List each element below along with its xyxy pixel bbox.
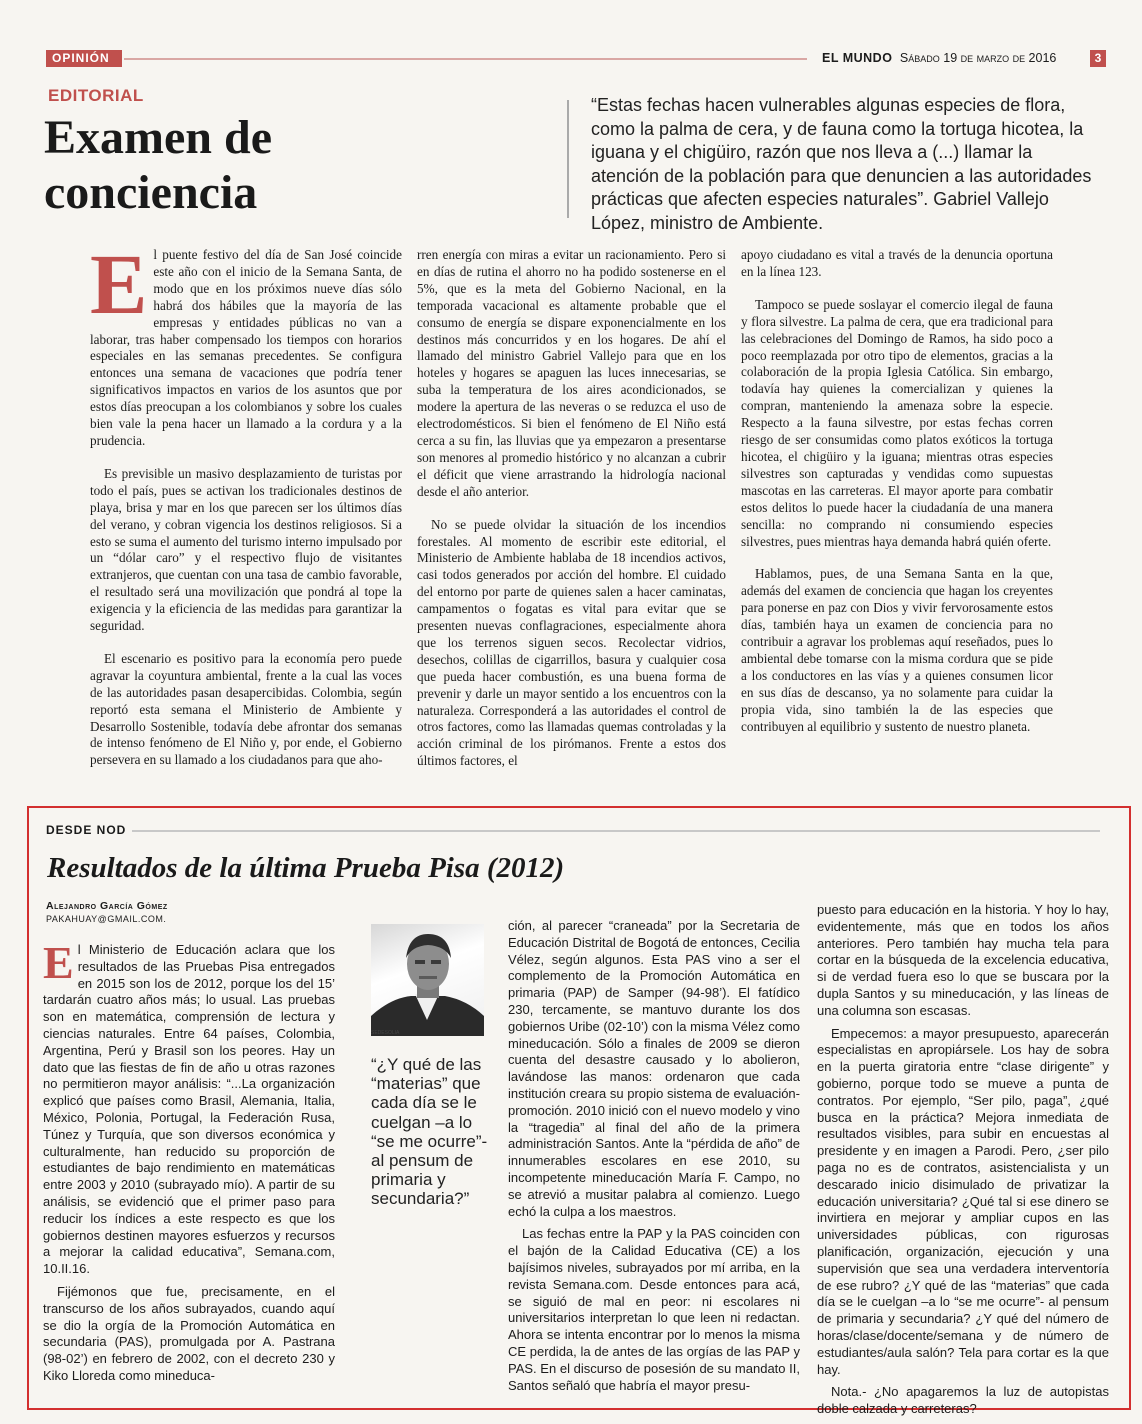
column-body-1 [43, 937, 335, 1391]
editorial-paragraph: El puente festivo del día de San José coincide este año con el inicio de la Semana Santa, de modo que en los próximos nueve días sólo habrá dos hábiles que la mayoría de las empresas y entidades públicas no van a laborar, tras haber compensado los tiempos con horarios especiales en las semanas precedentes. Se configura entonces una semana de vacaciones que podría tener significativos impactos en varios de los asuntos que por estos días preocupan a los colombianos y sobre los cuales bien vale la pena hacer un llamado a la cordura y a la prudencia. [90, 236, 402, 448]
header-rule [124, 58, 807, 60]
editorial-paragraph: rren energía con miras a evitar un racionamiento. Pero si en días de rutina el ahorro no ha podido sostenerse en el 5%, que es la meta del Gobierno Nacional, en la temporada vacacional es altamente probable que el consumo de energía se dispare exponencialmente en los destinos más concurridos y en los hogares. De ahí el llamado del ministro Gabriel Vallejo para que en los hoteles y hogares se apaguen las luces innecesarias, se suba la temperatura de los aires acondicionados, se modere la apertura de las neveras o se reduzca el uso de electrodomésticos. Si bien el fenómeno de El Niño está cerca a su fin, las lluvias que ya empezaron a presentarse son menores al promedio histórico y no alcanzan a cubrir el déficit que viene arrastrando la hidrología nacional desde el año anterior. [417, 247, 726, 499]
page-number: 3 [1090, 50, 1106, 67]
editorial-paragraph: El escenario es positivo para la economía pero puede agravar la coyuntura ambiental, frente a la cual las voces de las autoridades pasan desapercibidas. Colombia, según reportó esta semana el Ministerio de Ambiente y Desarrollo Sostenible, todavía debe afrontar dos semanas de intenso fenómeno de El Niño y, por ende, el Gobierno persevera en su llamado a los ciudadanos para que aho- [90, 650, 402, 768]
column-author: Alejandro García Gómez [46, 900, 168, 912]
photo-credit: SEDESOLIA [371, 1030, 400, 1036]
column-paragraph: Nota.- ¿No apagaremos la luz de autopistas doble calzada y carreteras? [817, 1384, 1109, 1417]
paper-name: EL MUNDO [822, 51, 893, 65]
column-paragraph: Fijémonos que fue, precisamente, en el transcurso de los años subrayados, cuando aquí se dio la orgía de la Promoción Automática en secundaria (PAS), promulgada por A. Pastrana (98-02’) en febrero de 2002, con el decreto 230 y Kiko Lloreda como mineduca- [43, 1283, 335, 1383]
editorial-paragraph: Tampoco se puede soslayar el comercio ilegal de fauna y flora silvestre. La palma de cera, que era tradicional para las celebraciones del Domingo de Ramos, ha sido poco a poco reemplazada por otro tipo de elementos, gracias a la colaboración de la propia Iglesia Católica. Sin embargo, todavía hay quienes la comercializan y quienes la compran, manteniendo la amenaza sobre la especie. Respecto a la fauna silvestre, por estas fechas corren riesgo de ser consumidas como platos exóticos la tortuga hicotea, el chigüiro y la iguana; mientras otras especies silvestres son capturadas y vendidas como supuestas mascotas en las carreteras. El mayor aporte para combatir estos delitos lo puede hacer la ciudadanía de una manera sencilla: no comprando ni consumiendo especies silvestres, pues mientras haya demanda habrá quién oferte. [741, 296, 1053, 549]
editorial-paragraph: apoyo ciudadano es vital a través de la denuncia oportuna en la línea 123. [741, 247, 1053, 279]
column-rule [132, 830, 1100, 832]
author-email: PAKAHUAY@GMAIL.COM. [46, 914, 167, 924]
editorial-column-2 [417, 247, 726, 786]
quote-bar [567, 100, 569, 218]
column-pull-quote: “¿Y qué de las “materias” que cada día se le cuelgan –a lo “se me ocurre”- al pensum de primaria y secundaria?” [371, 1055, 488, 1209]
editorial-paragraph: Es previsible un masivo desplazamiento de turistas por todo el país, pues se activan los tradicionales destinos de playa, brisa y mar en los que parecen ser los últimos días del verano, y cobran vigencia los destinos religiosos. Si a esto se suma el aumento del turismo interno impulsado por un “dólar caro” y el respectivo flujo de visitantes extranjeros, que cuentan con una tasa de cambio favorable, el resultado será una movilización que pondrá al tope la exigencia y la eficiencia de las medidas para garantizar la seguridad. [90, 465, 402, 634]
column-paragraph: El Ministerio de Educación aclara que los resultados de las Pruebas Pisa entregados en 2015 son los de 2012, porque los del 15’ tardarán cuatro años más; lo usual. Las pruebas son en matemática, comprensión de lectura y ciencias naturales. Entre 64 países, Colombia, Argentina, Perú y Brasil son los peores. Hay un dato que las fiestas de fin de año u otras razones no permitieron mayor análisis: “...La organización explicó que países como Brasil, Alemania, Italia, México, Polonia, Portugal, la Federación Rusa, Túnez y Turquía, que son diversos económica y culturalmente, han reducido su proporción de estudiantes de bajo rendimiento en matemáticas entre 2003 y 2010 (subrayado mío). A partir de su análisis, se evidenció que el primer paso para reducir los índices a este respecto es que los gobiernos destinen mayores esfuerzos y recursos a mejorar la calidad educativa”, Semana.com, 10.II.16. [43, 937, 335, 1277]
editorial-kicker: EDITORIAL [48, 86, 144, 105]
column-paragraph: Las fechas entre la PAP y la PAS coinciden con el bajón de la Calidad Educativa (CE) a los bajísimos niveles, subrayados por mí arriba, en la revista Semana.com. Desde entonces para acá, se siguió de mal en peor: ni escolares ni universitarios interpretan lo que leen ni redactan. Ahora se intenta encontrar por lo menos la misma CE perdida, la de antes de las orgías de las PAP y PAS. En el discurso de posesión de su mandato II, Santos señaló que habría el mayor presu- [508, 1226, 800, 1393]
drop-cap: E [90, 236, 148, 332]
column-body-3 [817, 902, 1109, 1424]
column-headline: Resultados de la última Prueba Pisa (2012) [47, 852, 565, 884]
masthead [822, 50, 1056, 67]
editorial-pull-quote: “Estas fechas hacen vulnerables algunas especies de flora, como la palma de cera, y de fauna como la tortuga hicotea, la iguana y el chigüiro, razón que nos lleva a (...) llamar la atención de la población para que denuncien a las autoridades prácticas que afecten especies naturales”. Gabriel Vallejo López, ministro de Ambiente. [591, 95, 1092, 233]
column-paragraph: Empecemos: a mayor presupuesto, aparecerán especialistas en apropiársele. Los hay de sobra en la puerta giratoria entre “clase dirigente” y gobierno, porque todo se mueve a punta de contratos. Por ejemplo, “Ser pilo, paga”, ¿qué busca en la práctica? Mejora inmediata de resultados visibles, para subir en encuestas al presidente y en imagen a Parodi. Pero, ¿ser pilo paga no es de contratos, asistencialista y un descarado inicio disimulado de privatizar la educación universitaria? ¿Qué tal si ese dinero se invirtiera en mejorar y ampliar cupos en las universidades públicas, con rigurosas planificación, organización, ejecución y una supervisión que sea una verdadera interventoría de ese rubro? ¿Y qué de las “materias” que cada día se le cuelgan –a lo “se me ocurre”- al pensum de primaria y secundaria? ¿Y qué del número de horas/clase/docente/semana y de número de estudiantes/aula salón? Tela para cortar es la que hay. [817, 1025, 1109, 1377]
section-tag: OPINIÓN [46, 50, 122, 67]
editorial-paragraph: Hablamos, pues, de una Semana Santa en la que, además del examen de conciencia que hagan los creyentes para ponerse en paz con Dios y vivir fervorosamente estos días, también haya un examen de conciencia para no contribuir a agravar los problemas aquí reseñados, pues lo ambiental debe tomarse con la misma cordura que se pide a los conductores en las vías y a quienes consumen licor en sus días de descanso, ya no solamente para cuidar la propia vida, sino también la de las especies que contribuyen al equilibrio y sustento de nuestro planeta. [741, 566, 1053, 734]
column-paragraph: puesto para educación en la historia. Y hoy lo hay, evidentemente, más que en todos los años anteriores. Pero también hay mucha tela para cortar en la búsqueda de la excelencia educativa, si de verdad fuera eso lo que se buscara por la dupla Santos y su mineducación, y las líneas de una columna son escasas. [817, 902, 1109, 1018]
author-photo [371, 924, 484, 1036]
column-body-2 [508, 918, 800, 1400]
editorial-paragraph: No se puede olvidar la situación de los incendios forestales. Al momento de escribir este editorial, el Ministerio de Ambiente hablaba de 18 incendios activos, casi todos generados por acción del hombre. El cuidado del entorno por parte de quienes salen a hacer caminatas, campamentos o fogatas es vital para evitar que se presenten nuevas conflagraciones, especialmente ahora que los terrenos siguen secos. Recolectar vidrios, desechos, colillas de cigarrillos, basura y cualquier cosa que pueda hacer combustión, es una buena forma de prevenir y darle un mayor sentido a los encuentros con la naturaleza. Corresponderá a las autoridades el control de otros factores, como las llamadas quemas controladas y la acción criminal de los pirómanos. Frente a estos dos últimos factores, el [417, 516, 726, 769]
column-section-tag: DESDE NOD [46, 823, 127, 837]
issue-date: Sábado 19 de marzo de 2016 [899, 51, 1057, 65]
drop-cap: E [43, 937, 74, 988]
column-paragraph: ción, al parecer “craneada” por la Secretaria de Educación Distrital de Bogotá de entonces, Cecilia Vélez, según algunos. Esta PAS vino a ser el complemento de la Promoción Automática en primaria (PAP) de Samper (94-98’). El fatídico 230, tercamente, se mantuvo durante los dos gobiernos Uribe (02-10’) con la misma Vélez como mineducación. Sólo a finales de 2009 se dieron cuenta del desastre causado y lo abolieron, lavándose las manos: ordenaron que cada institución creara su propio sistema de evaluación-promoción. 2010 inició con el nuevo modelo y vino la “tragedia” al final del año de la primera administración Santos. Ante la “pérdida de año” de innumerables escolares en ese 2010, su incompetente mineducación María F. Campo, no se atrevió a musitar palabra al comienzo. Luego echó la culpa a los maestros. [508, 918, 800, 1219]
editorial-column-3 [741, 247, 1053, 751]
editorial-headline: Examen de conciencia [44, 111, 272, 219]
editorial-column-1 [90, 236, 402, 785]
